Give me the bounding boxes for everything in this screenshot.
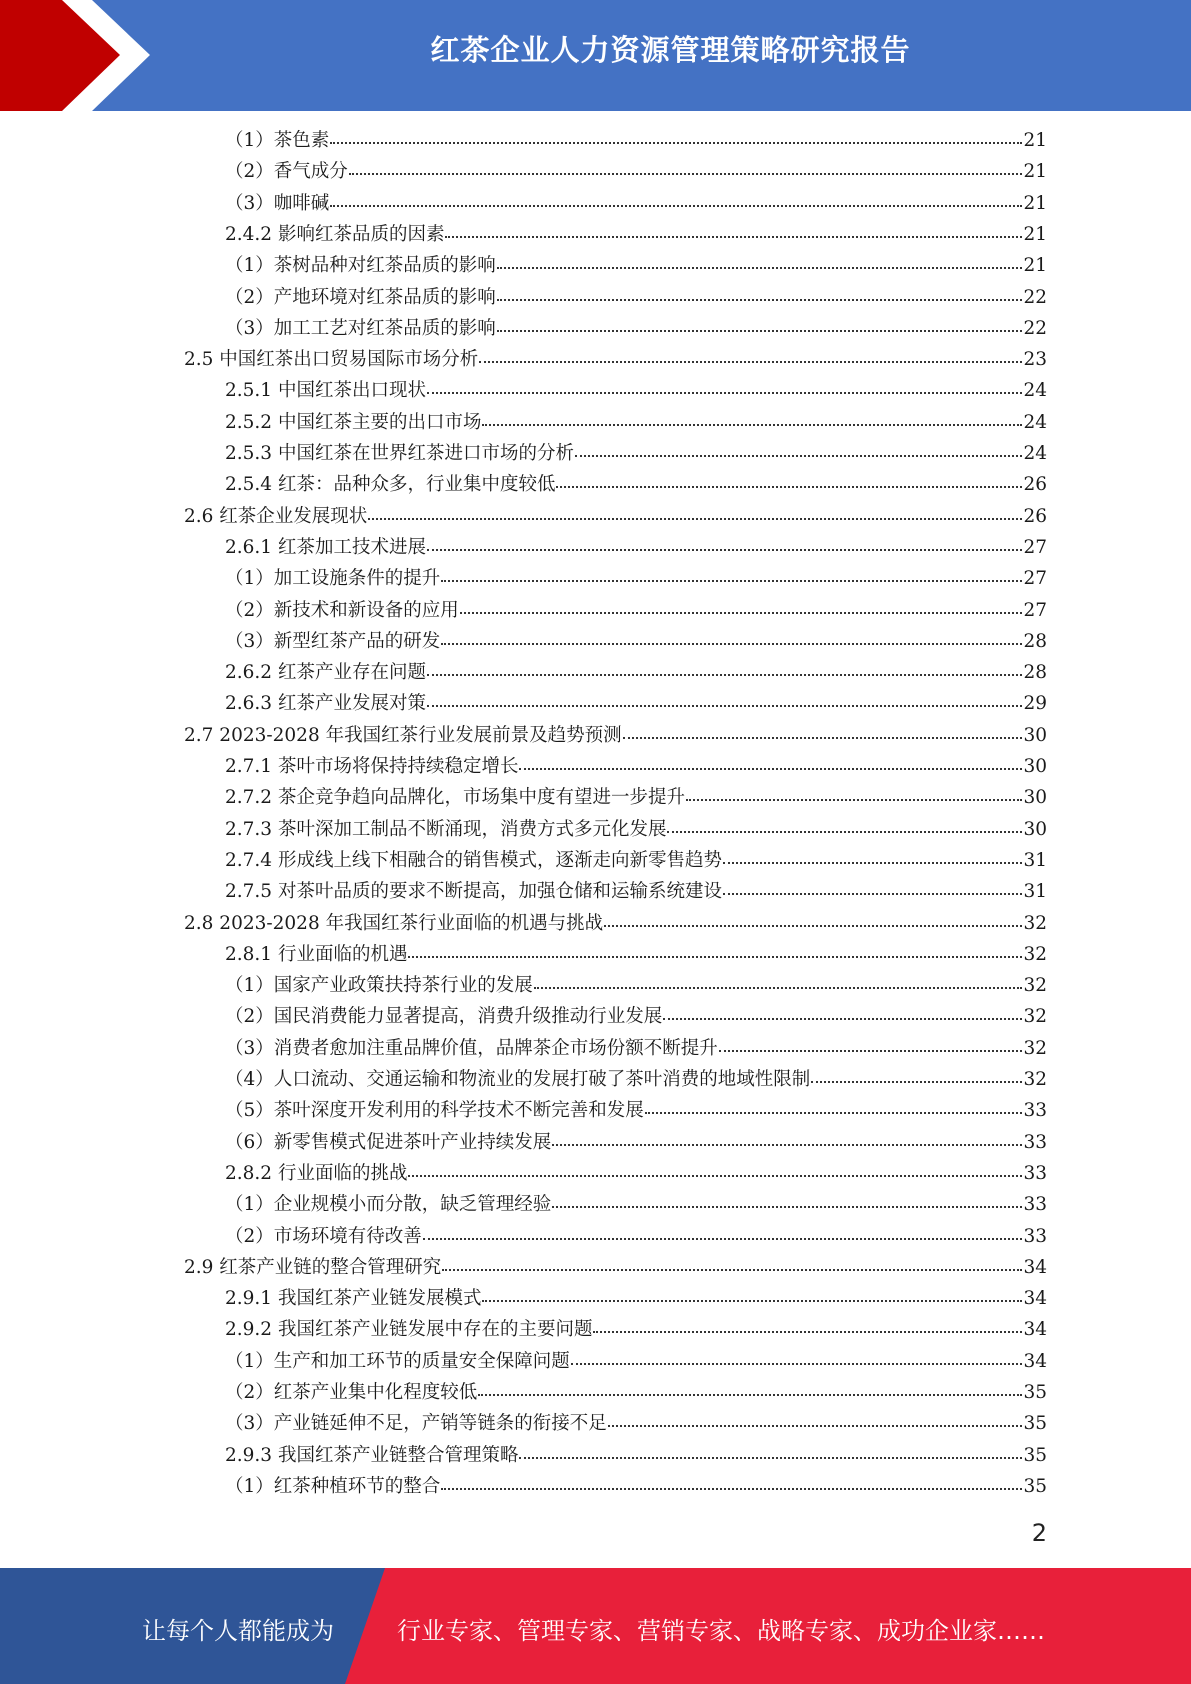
toc-dot-leader bbox=[719, 1032, 1023, 1052]
toc-entry-label: 2.5.1 中国红茶出口现状 bbox=[225, 380, 426, 401]
toc-entry-page: 32 bbox=[1023, 1006, 1047, 1027]
toc-entry-label: （6）新零售模式促进茶叶产业持续发展 bbox=[225, 1132, 552, 1153]
toc-entry-page: 33 bbox=[1023, 1163, 1047, 1184]
toc-entry-label: 2.5.4 红茶：品种众多，行业集中度较低 bbox=[225, 474, 556, 495]
toc-entry[interactable] bbox=[184, 909, 1047, 940]
toc-entry-page: 24 bbox=[1023, 443, 1047, 464]
toc-entry[interactable] bbox=[225, 189, 1047, 220]
toc-entry-page: 21 bbox=[1023, 255, 1047, 276]
toc-dot-leader bbox=[575, 437, 1022, 457]
toc-entry-label: 2.7.5 对茶叶品质的要求不断提高，加强仓储和运输系统建设 bbox=[225, 881, 722, 902]
toc-entry-label: 2.7 2023-2028 年我国红茶行业发展前景及趋势预测 bbox=[184, 725, 622, 746]
toc-entry-page: 33 bbox=[1023, 1100, 1047, 1121]
toc-entry-page: 30 bbox=[1023, 725, 1047, 746]
toc-entry[interactable] bbox=[225, 1315, 1047, 1346]
toc-entry[interactable] bbox=[225, 126, 1047, 157]
toc-entry[interactable] bbox=[225, 314, 1047, 345]
toc-entry-page: 32 bbox=[1023, 975, 1047, 996]
toc-entry[interactable] bbox=[225, 1002, 1047, 1033]
toc-dot-leader bbox=[408, 938, 1022, 958]
toc-entry-page: 31 bbox=[1023, 881, 1047, 902]
toc-entry[interactable] bbox=[225, 376, 1047, 407]
toc-entry[interactable] bbox=[225, 157, 1047, 188]
toc-entry-label: （3）新型红茶产品的研发 bbox=[225, 631, 441, 652]
toc-dot-leader bbox=[427, 374, 1022, 394]
toc-dot-leader bbox=[593, 1313, 1022, 1333]
toc-entry-label: （2）新技术和新设备的应用 bbox=[225, 600, 459, 621]
header-banner bbox=[0, 0, 1191, 111]
toc-entry-page: 35 bbox=[1023, 1413, 1047, 1434]
toc-dot-leader bbox=[571, 1345, 1023, 1365]
toc-entry[interactable] bbox=[225, 1222, 1047, 1253]
toc-dot-leader bbox=[604, 907, 1022, 927]
toc-dot-leader bbox=[349, 155, 1023, 175]
toc-entry-page: 34 bbox=[1023, 1288, 1047, 1309]
toc-dot-leader bbox=[478, 1376, 1022, 1396]
report-title: 红茶企业人力资源管理策略研究报告 bbox=[430, 33, 911, 67]
toc-entry[interactable] bbox=[225, 783, 1047, 814]
toc-entry-page: 30 bbox=[1023, 819, 1047, 840]
toc-entry-label: 2.5.2 中国红茶主要的出口市场 bbox=[225, 412, 482, 433]
toc-entry-label: （1）生产和加工环节的质量安全保障问题 bbox=[225, 1351, 570, 1372]
toc-entry-page: 33 bbox=[1023, 1194, 1047, 1215]
toc-dot-leader bbox=[368, 500, 1022, 520]
toc-dot-leader bbox=[519, 1439, 1022, 1459]
footer-banner bbox=[0, 1568, 1191, 1684]
toc-entry[interactable] bbox=[225, 752, 1047, 783]
toc-entry-label: （3）产业链延伸不足，产销等链条的衔接不足 bbox=[225, 1413, 607, 1434]
toc-dot-leader bbox=[441, 1470, 1022, 1490]
page-number: 2 bbox=[1031, 1519, 1047, 1547]
toc-entry-page: 35 bbox=[1023, 1445, 1047, 1466]
toc-entry-page: 23 bbox=[1023, 349, 1047, 370]
toc-entry-label: （4）人口流动、交通运输和物流业的发展打破了茶叶消费的地域性限制 bbox=[225, 1069, 811, 1090]
toc-entry[interactable] bbox=[184, 721, 1047, 752]
toc-entry-page: 22 bbox=[1023, 318, 1047, 339]
toc-dot-leader bbox=[497, 249, 1023, 269]
toc-entry[interactable] bbox=[225, 877, 1047, 908]
toc-entry-label: 2.7.1 茶叶市场将保持持续稳定增长 bbox=[225, 756, 519, 777]
toc-entry-page: 32 bbox=[1023, 913, 1047, 934]
toc-entry-page: 27 bbox=[1023, 537, 1047, 558]
toc-entry[interactable] bbox=[225, 1159, 1047, 1190]
toc-dot-leader bbox=[723, 844, 1022, 864]
toc-entry[interactable] bbox=[184, 1253, 1047, 1284]
toc-entry-page: 21 bbox=[1023, 193, 1047, 214]
toc-entry[interactable] bbox=[225, 1034, 1047, 1065]
toc-entry-page: 24 bbox=[1023, 412, 1047, 433]
toc-entry-label: 2.8.1 行业面临的机遇 bbox=[225, 944, 408, 965]
toc-entry[interactable] bbox=[225, 815, 1047, 846]
toc-entry[interactable] bbox=[184, 345, 1047, 376]
toc-entry-page: 29 bbox=[1023, 693, 1047, 714]
toc-entry-label: （5）茶叶深度开发利用的科学技术不断完善和发展 bbox=[225, 1100, 644, 1121]
toc-entry[interactable] bbox=[225, 1472, 1047, 1503]
toc-entry-label: 2.4.2 影响红茶品质的因素 bbox=[225, 224, 445, 245]
toc-dot-leader bbox=[482, 1282, 1022, 1302]
toc-dot-leader bbox=[811, 1063, 1022, 1083]
toc-entry-label: 2.8.2 行业面临的挑战 bbox=[225, 1163, 408, 1184]
toc-dot-leader bbox=[667, 813, 1022, 833]
toc-dot-leader bbox=[497, 281, 1023, 301]
toc-entry-page: 21 bbox=[1023, 130, 1047, 151]
toc-dot-leader bbox=[497, 312, 1023, 332]
toc-dot-leader bbox=[552, 1188, 1022, 1208]
toc-entry-page: 35 bbox=[1023, 1476, 1047, 1497]
toc-entry-label: （1）红茶种植环节的整合 bbox=[225, 1476, 441, 1497]
toc-dot-leader bbox=[479, 343, 1022, 363]
toc-entry[interactable] bbox=[225, 1378, 1047, 1409]
toc-dot-leader bbox=[423, 1220, 1023, 1240]
toc-entry-label: 2.8 2023-2028 年我国红茶行业面临的机遇与挑战 bbox=[184, 913, 604, 934]
toc-entry[interactable] bbox=[225, 971, 1047, 1002]
toc-dot-leader bbox=[552, 1126, 1022, 1146]
toc-entry-label: 2.7.3 茶叶深加工制品不断涌现，消费方式多元化发展 bbox=[225, 819, 667, 840]
toc-entry-page: 22 bbox=[1023, 287, 1047, 308]
toc-entry-page: 24 bbox=[1023, 380, 1047, 401]
toc-entry-label: （1）企业规模小而分散，缺乏管理经验 bbox=[225, 1194, 552, 1215]
toc-dot-leader bbox=[441, 562, 1022, 582]
toc-entry-page: 32 bbox=[1023, 1038, 1047, 1059]
toc-entry[interactable] bbox=[225, 1409, 1047, 1440]
toc-entry-page: 28 bbox=[1023, 662, 1047, 683]
toc-entry[interactable] bbox=[225, 220, 1047, 251]
toc-entry-page: 34 bbox=[1023, 1351, 1047, 1372]
toc-entry-label: 2.6.1 红茶加工技术进展 bbox=[225, 537, 426, 558]
toc-entry[interactable] bbox=[184, 502, 1047, 533]
toc-entry[interactable] bbox=[225, 564, 1047, 595]
toc-entry-label: 2.5.3 中国红茶在世界红茶进口市场的分析 bbox=[225, 443, 574, 464]
toc-entry-label: （2）市场环境有待改善 bbox=[225, 1226, 422, 1247]
toc-entry-page: 30 bbox=[1023, 756, 1047, 777]
toc-entry-label: （1）加工设施条件的提升 bbox=[225, 568, 441, 589]
toc-entry[interactable] bbox=[225, 1284, 1047, 1315]
toc-dot-leader bbox=[556, 468, 1022, 488]
toc-entry-label: 2.9.3 我国红茶产业链整合管理策略 bbox=[225, 1445, 519, 1466]
toc-entry-label: 2.7.4 形成线上线下相融合的销售模式，逐渐走向新零售趋势 bbox=[225, 850, 722, 871]
toc-entry-page: 27 bbox=[1023, 568, 1047, 589]
toc-entry[interactable] bbox=[225, 1347, 1047, 1378]
toc-entry-label: （1）茶色素 bbox=[225, 130, 330, 151]
toc-entry[interactable] bbox=[225, 408, 1047, 439]
toc-entry-label: （1）茶树品种对红茶品质的影响 bbox=[225, 255, 496, 276]
toc-entry-label: （3）咖啡碱 bbox=[225, 193, 330, 214]
toc-entry[interactable] bbox=[225, 470, 1047, 501]
toc-dot-leader bbox=[686, 781, 1022, 801]
toc-entry-label: 2.7.2 茶企竞争趋向品牌化，市场集中度有望进一步提升 bbox=[225, 787, 685, 808]
toc-entry[interactable] bbox=[225, 1065, 1047, 1096]
toc-entry[interactable] bbox=[225, 283, 1047, 314]
toc-entry[interactable] bbox=[225, 1441, 1047, 1472]
toc-entry-page: 33 bbox=[1023, 1132, 1047, 1153]
toc-dot-leader bbox=[519, 750, 1022, 770]
toc-dot-leader bbox=[330, 124, 1022, 144]
toc-dot-leader bbox=[460, 594, 1023, 614]
toc-entry-label: （2）国民消费能力显著提高，消费升级推动行业发展 bbox=[225, 1006, 663, 1027]
toc-entry-label: （3）消费者愈加注重品牌价值，品牌茶企市场份额不断提升 bbox=[225, 1038, 718, 1059]
toc-entry-label: （1）国家产业政策扶持茶行业的发展 bbox=[225, 975, 533, 996]
footer-slogan-right: 行业专家、管理专家、营销专家、战略专家、成功企业家…… bbox=[397, 1617, 1045, 1645]
toc-entry[interactable] bbox=[225, 251, 1047, 282]
toc-entry-page: 28 bbox=[1023, 631, 1047, 652]
toc-dot-leader bbox=[408, 1157, 1022, 1177]
toc-entry-page: 32 bbox=[1023, 944, 1047, 965]
toc-entry-label: 2.6 红茶企业发展现状 bbox=[184, 506, 368, 527]
toc-entry-label: 2.6.3 红茶产业发展对策 bbox=[225, 693, 426, 714]
toc-entry-page: 34 bbox=[1023, 1257, 1047, 1278]
toc-entry-label: （3）加工工艺对红茶品质的影响 bbox=[225, 318, 496, 339]
toc-entry[interactable] bbox=[225, 1128, 1047, 1159]
toc-entry-label: 2.9.2 我国红茶产业链发展中存在的主要问题 bbox=[225, 1319, 593, 1340]
toc-entry-label: （2）香气成分 bbox=[225, 161, 348, 182]
toc-entry-page: 27 bbox=[1023, 600, 1047, 621]
toc-entry[interactable] bbox=[225, 1190, 1047, 1221]
toc-entry[interactable] bbox=[225, 658, 1047, 689]
toc-dot-leader bbox=[442, 1251, 1022, 1271]
toc-dot-leader bbox=[482, 406, 1022, 426]
toc-dot-leader bbox=[427, 531, 1022, 551]
toc-entry-label: 2.5 中国红茶出口贸易国际市场分析 bbox=[184, 349, 479, 370]
toc-entry-page: 34 bbox=[1023, 1319, 1047, 1340]
toc-entry-page: 31 bbox=[1023, 850, 1047, 871]
toc-entry-page: 32 bbox=[1023, 1069, 1047, 1090]
toc-dot-leader bbox=[445, 218, 1022, 238]
toc-entry[interactable] bbox=[225, 940, 1047, 971]
toc-entry-page: 33 bbox=[1023, 1226, 1047, 1247]
toc-dot-leader bbox=[330, 187, 1022, 207]
toc-entry-page: 21 bbox=[1023, 224, 1047, 245]
toc-entry-label: （2）产地环境对红茶品质的影响 bbox=[225, 287, 496, 308]
toc-dot-leader bbox=[427, 656, 1022, 676]
toc-dot-leader bbox=[534, 969, 1023, 989]
toc-dot-leader bbox=[623, 719, 1023, 739]
toc-entry[interactable] bbox=[225, 439, 1047, 470]
toc-entry-page: 35 bbox=[1023, 1382, 1047, 1403]
toc-entry-label: （2）红茶产业集中化程度较低 bbox=[225, 1382, 478, 1403]
toc-entry[interactable] bbox=[225, 1096, 1047, 1127]
toc-entry-page: 30 bbox=[1023, 787, 1047, 808]
toc-entry-label: 2.6.2 红茶产业存在问题 bbox=[225, 662, 426, 683]
toc-dot-leader bbox=[441, 625, 1022, 645]
toc-dot-leader bbox=[427, 687, 1022, 707]
toc-entry[interactable] bbox=[225, 689, 1047, 720]
toc-entry-label: 2.9 红茶产业链的整合管理研究 bbox=[184, 1257, 442, 1278]
toc-entry[interactable] bbox=[225, 846, 1047, 877]
toc-entry[interactable] bbox=[225, 533, 1047, 564]
footer-slogan-left: 让每个人都能成为 bbox=[142, 1617, 334, 1645]
toc-dot-leader bbox=[608, 1407, 1023, 1427]
toc-entry-page: 21 bbox=[1023, 161, 1047, 182]
toc-entry-page: 26 bbox=[1023, 506, 1047, 527]
toc-dot-leader bbox=[723, 875, 1022, 895]
toc-entry[interactable] bbox=[225, 627, 1047, 658]
toc-dot-leader bbox=[663, 1000, 1022, 1020]
toc-entry[interactable] bbox=[225, 596, 1047, 627]
toc-entry-page: 26 bbox=[1023, 474, 1047, 495]
toc-entry-label: 2.9.1 我国红茶产业链发展模式 bbox=[225, 1288, 482, 1309]
toc-dot-leader bbox=[645, 1094, 1023, 1114]
